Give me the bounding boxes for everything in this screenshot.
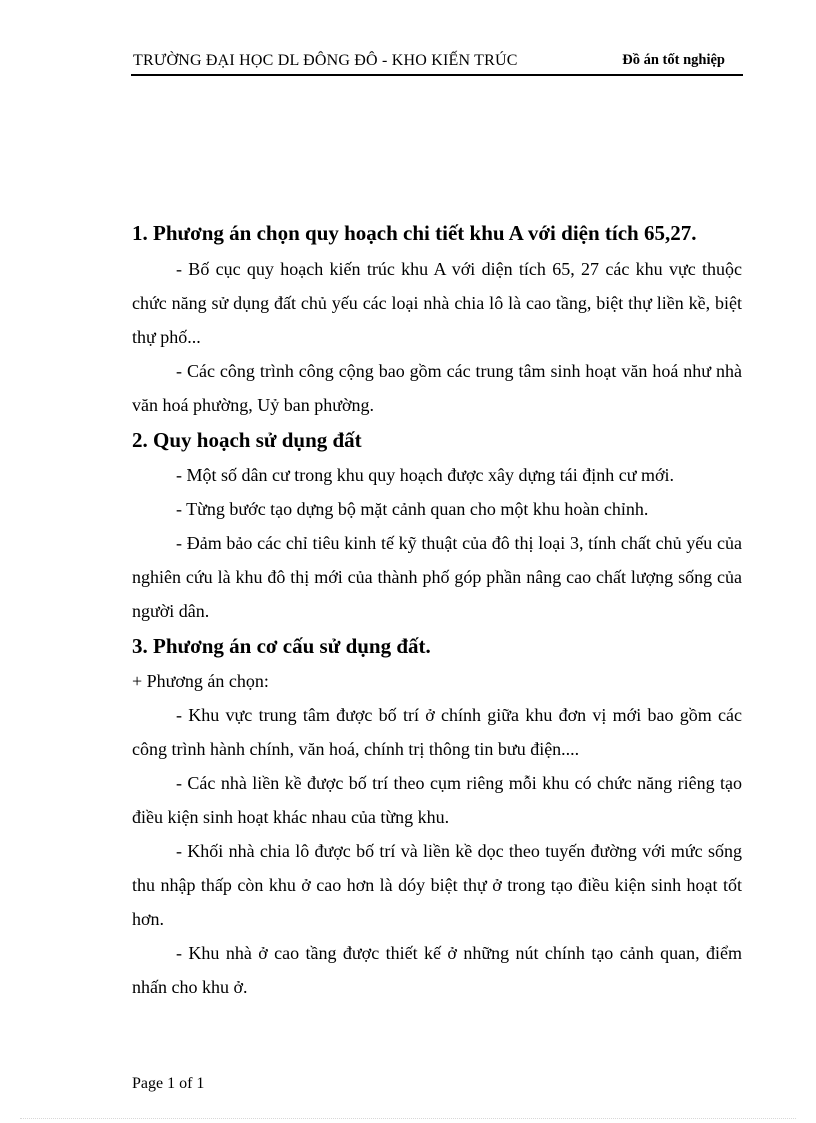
section-3-paragraph: - Khu nhà ở cao tầng được thiết kế ở những nút chính tạo cảnh quan, điểm nhấn cho khu ở. bbox=[132, 943, 742, 997]
section-2-paragraph: - Một số dân cư trong khu quy hoạch được xây dựng tái định cư mới. bbox=[176, 465, 674, 485]
header-institution: TRƯỜNG ĐẠI HỌC DL ĐÔNG ĐÔ - KHO KIẾN TRÚC bbox=[133, 52, 518, 69]
section-1-heading: 1. Phương án chọn quy hoạch chi tiết khu A với diện tích 65,27. bbox=[132, 221, 697, 245]
section-2-paragraph: - Từng bước tạo dựng bộ mặt cảnh quan cho một khu hoàn chỉnh. bbox=[176, 499, 649, 519]
page-footer: Page 1 of 1 bbox=[132, 1075, 205, 1092]
section-3-paragraph: - Khu vực trung tâm được bố trí ở chính giữa khu đơn vị mới bao gồm các công trình hành chính, văn hoá, chính trị thông tin bưu điện.... bbox=[132, 705, 742, 759]
page-bottom-divider bbox=[20, 1118, 796, 1119]
document-body bbox=[132, 215, 742, 1004]
section-3-paragraph: - Khối nhà chia lô được bố trí và liền kề dọc theo tuyến đường với mức sống thu nhập thấp còn khu ở cao hơn là dóy biệt thự ở trong tạo điều kiện sinh hoạt tốt hơn. bbox=[132, 841, 742, 929]
section-3-heading: 3. Phương án cơ cấu sử dụng đất. bbox=[132, 634, 431, 658]
section-1-paragraph: - Các công trình công cộng bao gồm các trung tâm sinh hoạt văn hoá như nhà văn hoá phường, Uỷ ban phường. bbox=[132, 361, 742, 415]
section-2-heading: 2. Quy hoạch sử dụng đất bbox=[132, 428, 362, 452]
section-3-paragraph: - Các nhà liền kề được bố trí theo cụm riêng mỗi khu có chức năng riêng tạo điều kiện sinh hoạt khác nhau của từng khu. bbox=[132, 773, 742, 827]
header-document-type: Đồ án tốt nghiệp bbox=[622, 52, 725, 68]
section-2-paragraph: - Đảm bảo các chỉ tiêu kinh tế kỹ thuật của đô thị loại 3, tính chất chủ yếu của nghiên cứu là khu đô thị mới của thành phố góp phần nâng cao chất lượng sống của người dân. bbox=[132, 533, 742, 621]
page-header bbox=[131, 50, 743, 76]
section-3-lead: + Phương án chọn: bbox=[132, 671, 269, 691]
section-1-paragraph: - Bố cục quy hoạch kiến trúc khu A với diện tích 65, 27 các khu vực thuộc chức năng sử dụng đất chủ yếu các loại nhà chia lô là cao tầng, biệt thự liền kề, biệt thự phố... bbox=[132, 259, 742, 347]
